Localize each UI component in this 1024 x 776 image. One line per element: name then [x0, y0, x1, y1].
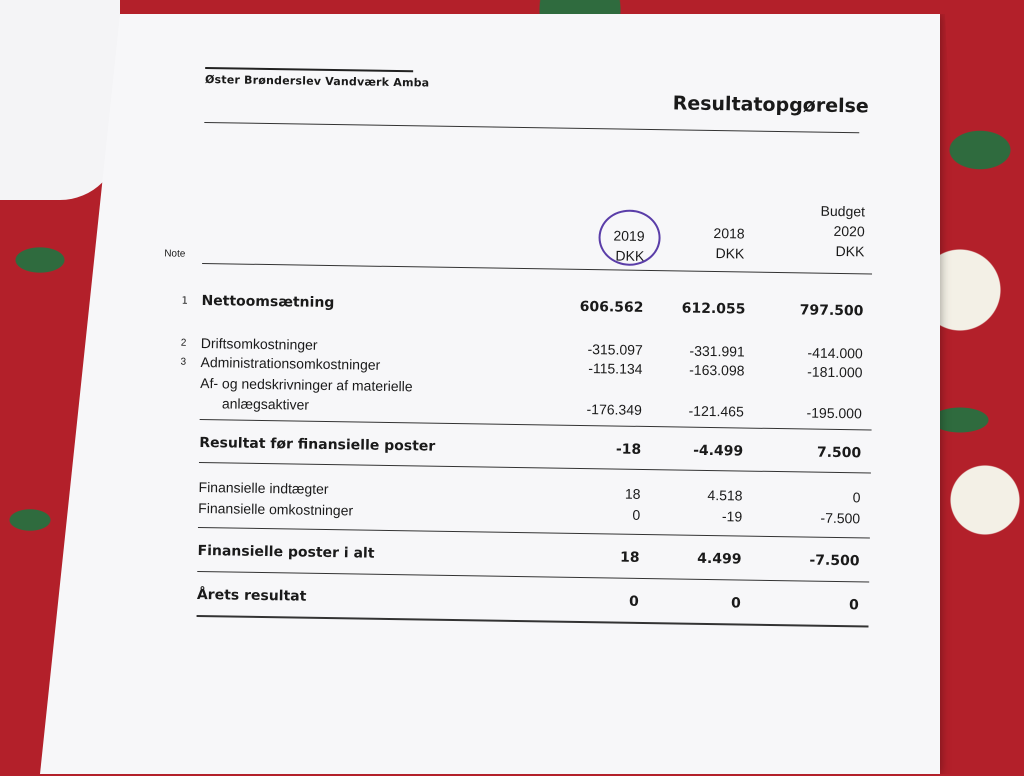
column-unit: DKK	[835, 242, 865, 260]
column-year: 2018	[713, 225, 745, 242]
value-budget: -7.500	[809, 552, 860, 570]
row-label-line2: anlægsaktiver	[221, 395, 310, 413]
table-row	[0, 584, 1021, 614]
value-budget: 7.500	[816, 444, 862, 462]
value-2019: -176.349	[586, 401, 642, 418]
value-2019: 18	[624, 485, 641, 502]
value-2019: -115.134	[588, 360, 643, 377]
table-row	[0, 540, 1022, 570]
row-label: Årets resultat	[196, 586, 307, 605]
table-row	[0, 497, 1022, 527]
value-budget: -414.000	[807, 344, 863, 362]
row-label: Driftsomkostninger	[200, 334, 318, 353]
column-unit: DKK	[715, 245, 745, 262]
table-row	[0, 432, 1023, 462]
row-label: Finansielle omkostninger	[198, 499, 354, 519]
row-label: Administrationsomkostninger	[200, 353, 381, 373]
row-label: Finansielle indtægter	[198, 478, 329, 498]
handwritten-circle-mark	[598, 209, 661, 266]
title-rule	[204, 122, 859, 133]
value-2018: -163.098	[689, 361, 745, 379]
column-header-budget	[788, 200, 865, 261]
row-note: 3	[180, 356, 187, 368]
section-rule	[200, 419, 872, 431]
row-label: Af- og nedskrivninger af materielle	[200, 374, 413, 395]
column-header-2018	[678, 222, 745, 263]
value-2018: -4.499	[693, 442, 744, 460]
table-row	[1, 332, 1024, 362]
page-title: Resultatopgørelse	[672, 92, 869, 118]
column-label: Budget	[820, 202, 866, 220]
total-double-rule	[197, 615, 869, 628]
table-row-continuation	[0, 392, 1024, 422]
value-2019: -315.097	[587, 341, 643, 358]
value-2018: 0	[730, 595, 741, 612]
value-budget: 0	[852, 489, 861, 506]
value-budget: 0	[848, 597, 859, 614]
row-note: 2	[180, 337, 187, 349]
column-unit: DKK	[615, 247, 645, 264]
column-year: 2020	[833, 222, 865, 240]
value-2018: -331.991	[689, 342, 745, 360]
table-row	[0, 476, 1023, 506]
value-2018: 612.055	[681, 300, 746, 318]
value-2019: 0	[632, 506, 641, 523]
value-2019: -18	[615, 441, 642, 458]
note-column-header: Note	[164, 248, 186, 260]
company-rule	[205, 67, 413, 72]
value-2018: 4.499	[697, 550, 742, 568]
header-rule	[202, 263, 872, 275]
row-note: 1	[181, 295, 188, 307]
row-label: Nettoomsætning	[201, 292, 335, 312]
row-label: Finansielle poster i alt	[197, 542, 375, 562]
column-year: 2019	[613, 227, 645, 244]
section-rule	[199, 462, 871, 474]
value-2019: 0	[628, 593, 639, 610]
section-rule	[197, 571, 869, 583]
table-row	[2, 290, 1024, 320]
value-budget: -7.500	[820, 509, 861, 527]
value-budget: 797.500	[799, 302, 864, 320]
value-budget: -195.000	[806, 404, 862, 422]
row-label: Resultat før finansielle poster	[199, 434, 436, 455]
value-2018: 4.518	[707, 486, 743, 504]
company-name: Øster Brønderslev Vandværk Amba	[204, 73, 430, 90]
value-2018: -121.465	[688, 402, 744, 420]
value-2019: 606.562	[579, 298, 644, 316]
table-row	[1, 351, 1024, 381]
section-rule	[198, 527, 870, 539]
value-2019: 18	[619, 549, 640, 566]
value-budget: -181.000	[807, 363, 863, 381]
value-2018: -19	[721, 508, 743, 525]
table-row	[0, 372, 1024, 395]
